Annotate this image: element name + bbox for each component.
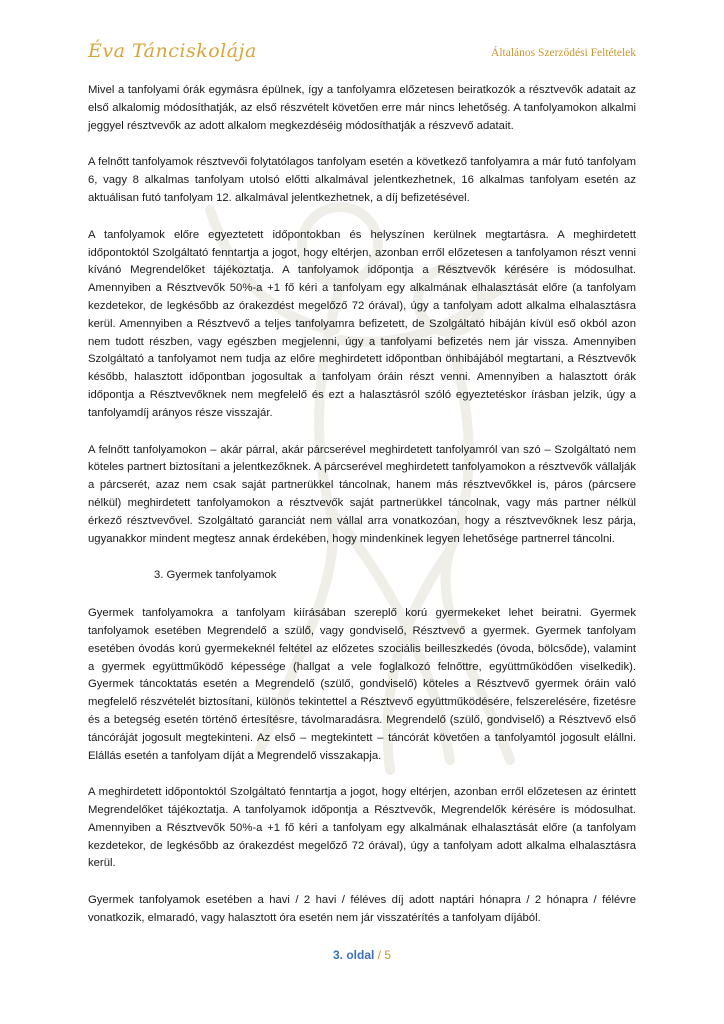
paragraph: Gyermek tanfolyamokra a tanfolyam kiírásában szereplő korú gyermekeket lehet beiratni. Gyermek tanfolyamok esetében Megrendelő a szülő, vagy gondviselő, Résztvevő a gyermek. Gyermek tanfolyam esetében óvodás korú gyermekeknél feltétel az előzetes szociális beilleszkedés (óvoda, bölcsőde), valamint a gyermek együttműködő képessége (hallgat a vele foglalkozó felnőttre, együttműködően viselkedik). Gyermek táncoktatás esetén a Megrendelő (szülő, gondviselő) köteles a Résztvevő gyermek óráin való megfelelő részvételét biztosítani, különös tekintettel a Résztvevő együttműködésére, felszerelésére, fizetésre és a betegség esetén történő értesítésre, távolmaradásra. Megrendelő (szülő, gondviselő) a Résztvevő első táncóráját jogosult megtekinteni. Az első – megtekintett – táncórát követően a tanfolyamtól jogosult elállni. Elállás esetén a tanfolyam díját a Megrendelő visszakapja. — [88, 607, 636, 762]
document-body — [88, 82, 636, 947]
paragraph: A meghirdetett időpontoktól Szolgáltató fenntartja a jogot, hogy eltérjen, azonban erről előzetesen az érintett Megrendelőket tájékoztatja. A tanfolyamok időpontja a Résztvevők, Megrendelők kérésére is módosulhat. Amennyiben a Résztvevők 50%-a +1 fő kéri a tanfolyam egy alkalmának elhalasztását előre (a tanfolyam kezdetekor, de legkésőbb az órakezdést megelőző 72 órával), úgy a tanfolyam adott alkalma elhalasztásra kerül. — [88, 786, 636, 870]
paragraph: A felnőtt tanfolyamokon – akár párral, akár párcserével meghirdetett tanfolyamról van szó – Szolgáltató nem köteles partnert biztosítani a jelentkezőknek. A párcserével meghirdetett tanfolyamokon a résztvevők vállalják a párcserét, azaz nem csak saját partnerükkel táncolnak, hanem más résztvevőkkel is, páros (párcsere nélkül) meghirdetett tanfolyamokon a résztvevők saját partnerükkel táncolnak, vagy más partner nélkül érkező résztvevővel. Szolgáltató garanciát nem vállal arra vonatkozóan, hogy a résztvevőknek lesz párja, ugyanakkor mindent megtesz annak érdekében, hogy mindenkinek legyen lehetősége partnerrel táncolni. — [88, 443, 636, 545]
page-header — [88, 40, 636, 70]
page-total: / 5 — [374, 948, 392, 962]
logo-text: Éva Tánciskolája — [88, 40, 257, 62]
paragraph: A tanfolyamok előre egyeztetett időpontokban és helyszínen kerülnek megtartásra. A meghirdetett időpontoktól Szolgáltató fenntartja a jogot, hogy eltérjen, azonban erről előzetesen a tanfolyamon részt venni kívánó Megrendelőket tájékoztatja. A tanfolyamok időpontja a Résztvevők kérésére is módosulhat. Amennyiben a Résztvevők 50%-a +1 fő kéri a tanfolyam egy alkalmának elhalasztását előre (a tanfolyam kezdetekor, de legkésőbb az órakezdést megelőző 72 órával), úgy a tanfolyam adott alkalma elhalasztásra kerül. Amennyiben a Résztvevő a teljes tanfolyamra befizetett, de Szolgáltató hibáján kívül eső okból azon nem tudott részben, vagy egészben megjelenni, úgy a tanfolyami befizetés nem jár vissza. Amennyiben Szolgáltató a tanfolyamot nem tudja az előre meghirdetett időpontban önhibájából megtartani, a Résztvevők később, halasztott időpontban jogosultak a tanfolyam óráin részt venni. Amennyiben a halasztott órák időpontja a Résztvevőknek nem megfelelő és ezt a halasztásról szóló egyeztetéskor írásban jelzik, úgy a tanfolyamdíj arányos része visszajár. — [88, 228, 636, 419]
paragraph: A felnőtt tanfolyamok résztvevői folytatólagos tanfolyam esetén a következő tanfolyamra a már futó tanfolyam 6, vagy 8 alkalmas tanfolyam utolsó előtti alkalmával jelentkezhetnek, 16 alkalmas tanfolyam esetén az aktuálisan futó tanfolyam 12. alkalmával jelentkezhetnek, a díj befizetésével. — [88, 156, 636, 204]
paragraph: Mivel a tanfolyami órák egymásra épülnek, így a tanfolyamra előzetesen beiratkozók a résztvevők adatait az első alkalomig módosíthatják, az első részvételt követően erre már nincs lehetőség. A tanfolyamokon alkalmi jeggyel résztvevők az adott alkalom megkezdéséig módosíthatják a részvevő adatait. — [88, 84, 636, 132]
section-heading: 3. Gyermek tanfolyamok — [154, 569, 277, 582]
page-number: 3. oldal — [332, 948, 375, 962]
header-title: Általános Szerződési Feltételek — [491, 47, 636, 59]
paragraph: Gyermek tanfolyamok esetében a havi / 2 havi / féléves díj adott naptári hónapra / 2 hónapra / félévre vonatkozik, elmaradó, vagy halasztott óra esetén nem jár visszatérítés a tanfolyam díjából. — [88, 894, 636, 925]
page-footer — [0, 948, 724, 962]
